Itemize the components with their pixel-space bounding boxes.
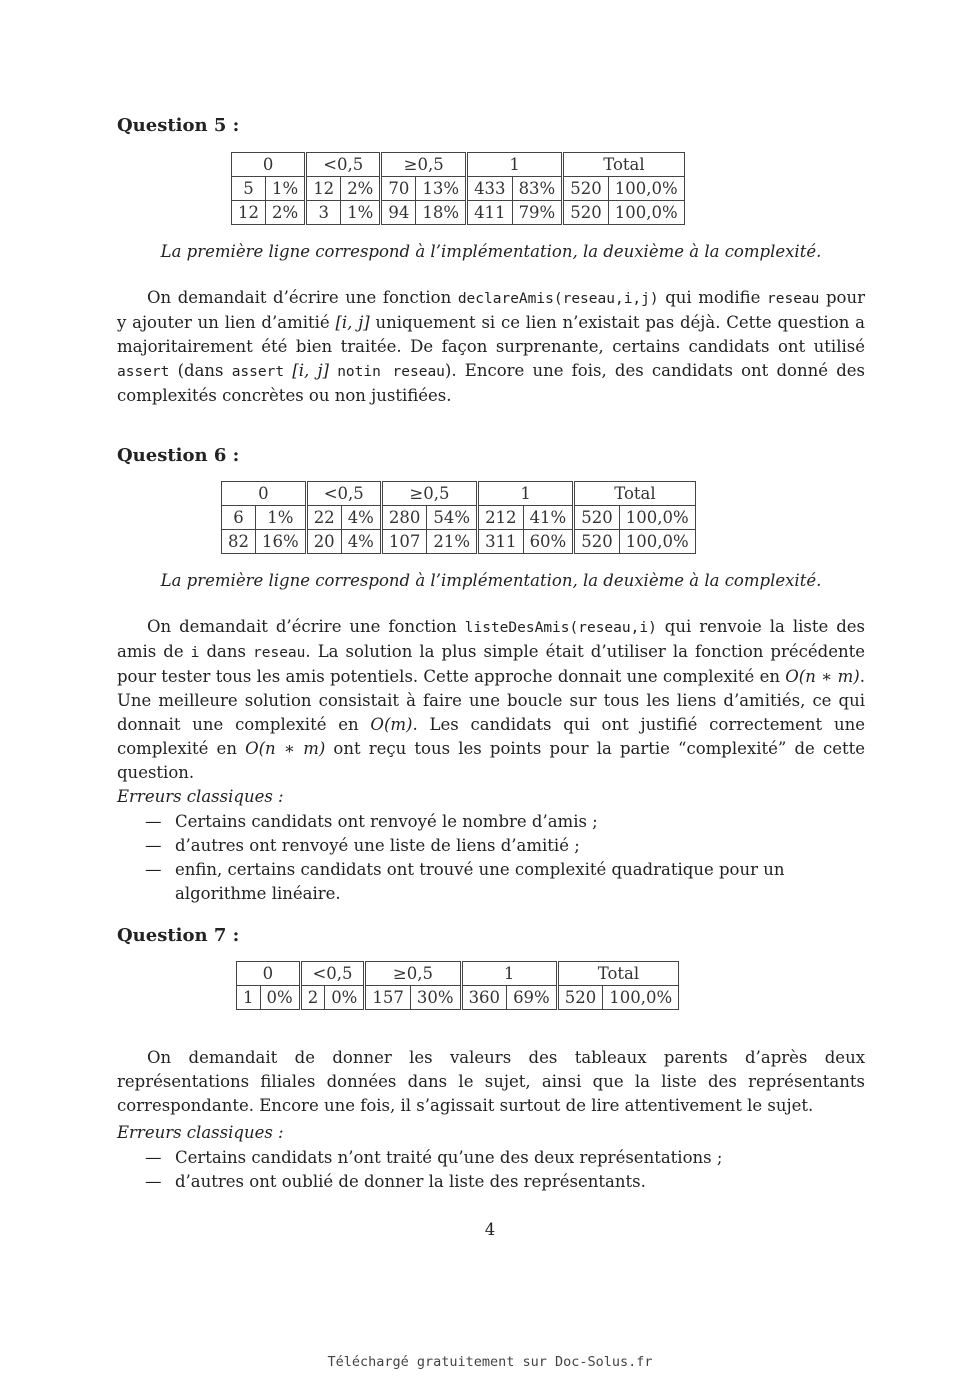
header-cell: <0,5 — [306, 482, 381, 506]
q6-heading: Question 6 : — [117, 445, 240, 466]
q5-paragraph — [117, 286, 865, 408]
q7-errors-list — [145, 1146, 865, 1194]
header-cell: Total — [563, 153, 684, 177]
table-cell: 4% — [341, 506, 381, 530]
math: [i, j] — [335, 313, 370, 332]
table-cell: 2% — [266, 201, 306, 225]
page-number: 4 — [484, 1220, 496, 1239]
q5-heading: Question 5 : — [117, 115, 240, 136]
text: qui renvoie la liste des amis de — [117, 617, 865, 661]
code-var: reseau — [253, 645, 306, 661]
text: . Une meilleure solution consistait à faire une boucle sur tous les liens d’amitiés, ce qui donnait une complexité en — [117, 667, 865, 734]
list-item — [145, 1146, 865, 1170]
table-cell: 433 — [467, 177, 513, 201]
table-cell: 70 — [381, 177, 416, 201]
text: dans — [199, 642, 254, 661]
dash: — — [145, 860, 162, 879]
list-item — [145, 1170, 865, 1194]
table-cell: 41% — [523, 506, 574, 530]
table-cell: 16% — [256, 530, 307, 554]
q6-caption: La première ligne correspond à l’implémentation, la deuxième à la complexité. — [160, 571, 822, 590]
download-note: Téléchargé gratuitement sur Doc-Solus.fr — [327, 1354, 653, 1370]
text: ). Encore une fois, des candidats ont donné des complexités concrètes ou non justifiées. — [117, 361, 865, 405]
table-cell: 13% — [416, 177, 467, 201]
text: . Les candidats qui ont justifié correctement une complexité en — [117, 715, 865, 758]
table-cell: 2 — [300, 986, 325, 1010]
math: O(n ∗ m) — [245, 739, 326, 758]
list-item — [145, 810, 865, 834]
table-cell: 21% — [427, 530, 478, 554]
text: On demandait d’écrire une fonction — [147, 288, 458, 307]
table-header-row — [232, 153, 685, 177]
list-item-text: Certains candidats n’ont traité qu’une des deux représentations ; — [175, 1148, 723, 1167]
list-item-text: enfin, certains candidats ont trouvé une complexité quadratique pour un algorithme linéaire. — [175, 860, 785, 903]
code-expr: notin reseau — [337, 364, 445, 380]
header-cell: Total — [557, 962, 678, 986]
table-cell: 520 — [563, 201, 609, 225]
table-cell: 18% — [416, 201, 467, 225]
q6-paragraph — [117, 615, 865, 785]
q7-heading: Question 7 : — [117, 925, 240, 946]
text: . La solution la plus simple était d’utiliser la fonction précédente pour tester tous les amis potentiels. Cette approche donnait une complexité en — [117, 642, 866, 686]
table-cell: 69% — [507, 986, 558, 1010]
code-keyword: assert — [231, 364, 285, 380]
table-cell: 1% — [341, 201, 381, 225]
table-cell: 520 — [574, 530, 620, 554]
header-cell: <0,5 — [306, 153, 381, 177]
table-cell: 0% — [260, 986, 300, 1010]
table-cell: 520 — [574, 506, 620, 530]
table-cell: 1% — [266, 177, 306, 201]
math: O(n ∗ m) — [785, 667, 860, 686]
table-cell: 82 — [222, 530, 256, 554]
list-item-text: d’autres ont renvoyé une liste de liens d’amitié ; — [175, 836, 580, 855]
header-cell: Total — [574, 482, 695, 506]
table-cell: 411 — [467, 201, 513, 225]
code-var: reseau — [767, 291, 820, 307]
header-cell: 1 — [467, 153, 563, 177]
table-row — [222, 506, 696, 530]
table-cell: 157 — [365, 986, 411, 1010]
text: (dans — [169, 361, 232, 380]
table-row — [222, 530, 696, 554]
text: On demandait d’écrire une fonction — [147, 617, 465, 636]
q7-table — [236, 961, 679, 1010]
table-header-row — [222, 482, 696, 506]
table-cell: 79% — [512, 201, 563, 225]
code-keyword: assert — [117, 364, 170, 380]
q5-caption: La première ligne correspond à l’implémentation, la deuxième à la complexité. — [160, 242, 822, 261]
table-cell: 12 — [306, 177, 341, 201]
header-cell: 0 — [237, 962, 301, 986]
table-cell: 3 — [306, 201, 341, 225]
q7-errors-heading: Erreurs classiques : — [117, 1123, 284, 1142]
table-cell: 311 — [478, 530, 524, 554]
dash: — — [145, 1148, 162, 1167]
table-header-row — [237, 962, 679, 986]
table-cell: 360 — [461, 986, 507, 1010]
table-cell: 30% — [410, 986, 461, 1010]
text: pour y ajouter un lien d’amitié — [117, 288, 865, 332]
header-cell: ≥0,5 — [365, 962, 461, 986]
table-cell: 22 — [306, 506, 341, 530]
table-cell: 1% — [256, 506, 307, 530]
header-cell: 0 — [222, 482, 307, 506]
header-cell: 1 — [461, 962, 557, 986]
table-row — [232, 201, 685, 225]
table-cell: 60% — [523, 530, 574, 554]
table-cell: 100,0% — [608, 201, 684, 225]
code-function: declareAmis(reseau,i,j) — [457, 291, 659, 307]
table-cell: 100,0% — [619, 530, 695, 554]
table-cell: 520 — [557, 986, 603, 1010]
table-cell: 280 — [381, 506, 427, 530]
table-row — [237, 986, 679, 1010]
q6-errors-heading: Erreurs classiques : — [117, 787, 284, 806]
code-var: i — [190, 645, 200, 661]
table-cell: 107 — [381, 530, 427, 554]
text: ont reçu tous les points pour la partie “complexité” de cette question. — [117, 739, 865, 782]
table-cell: 20 — [306, 530, 341, 554]
table-cell: 54% — [427, 506, 478, 530]
q5-table — [231, 152, 685, 225]
text: qui modifie — [658, 288, 768, 307]
list-item — [145, 858, 865, 906]
list-item — [145, 834, 865, 858]
table-cell: 100,0% — [619, 506, 695, 530]
table-cell: 0% — [325, 986, 365, 1010]
table-cell: 83% — [512, 177, 563, 201]
table-cell: 94 — [381, 201, 416, 225]
table-cell: 212 — [478, 506, 524, 530]
math: O(m) — [370, 715, 413, 734]
header-cell: ≥0,5 — [381, 153, 467, 177]
dash: — — [145, 1172, 162, 1191]
header-cell: 0 — [232, 153, 306, 177]
math: [i, j] — [292, 361, 329, 380]
table-cell: 520 — [563, 177, 609, 201]
table-cell: 1 — [237, 986, 261, 1010]
q7-paragraph: On demandait de donner les valeurs des tableaux parents d’après deux représentations filiales données dans le sujet, ainsi que la liste des représentants correspondante. Encore une fois, il s’agissait surtout de lire attentivement le sujet. — [117, 1048, 865, 1115]
header-cell: <0,5 — [300, 962, 365, 986]
table-cell: 12 — [232, 201, 266, 225]
list-item-text: d’autres ont oublié de donner la liste des représentants. — [175, 1172, 646, 1191]
table-cell: 4% — [341, 530, 381, 554]
list-item-text: Certains candidats ont renvoyé le nombre d’amis ; — [175, 812, 598, 831]
table-cell: 5 — [232, 177, 266, 201]
text: uniquement si ce lien n’existait pas déjà. Cette question a majoritairement été bien traitée. De façon surprenante, certains candidats ont utilisé — [117, 313, 865, 356]
table-cell: 6 — [222, 506, 256, 530]
q6-table — [221, 481, 696, 554]
dash: — — [145, 836, 162, 855]
table-row — [232, 177, 685, 201]
header-cell: 1 — [478, 482, 574, 506]
q6-errors-list — [145, 810, 865, 906]
dash: — — [145, 812, 162, 831]
table-cell: 100,0% — [603, 986, 679, 1010]
table-cell: 100,0% — [608, 177, 684, 201]
header-cell: ≥0,5 — [381, 482, 477, 506]
table-cell: 2% — [341, 177, 381, 201]
code-function: listeDesAmis(reseau,i) — [464, 620, 657, 636]
